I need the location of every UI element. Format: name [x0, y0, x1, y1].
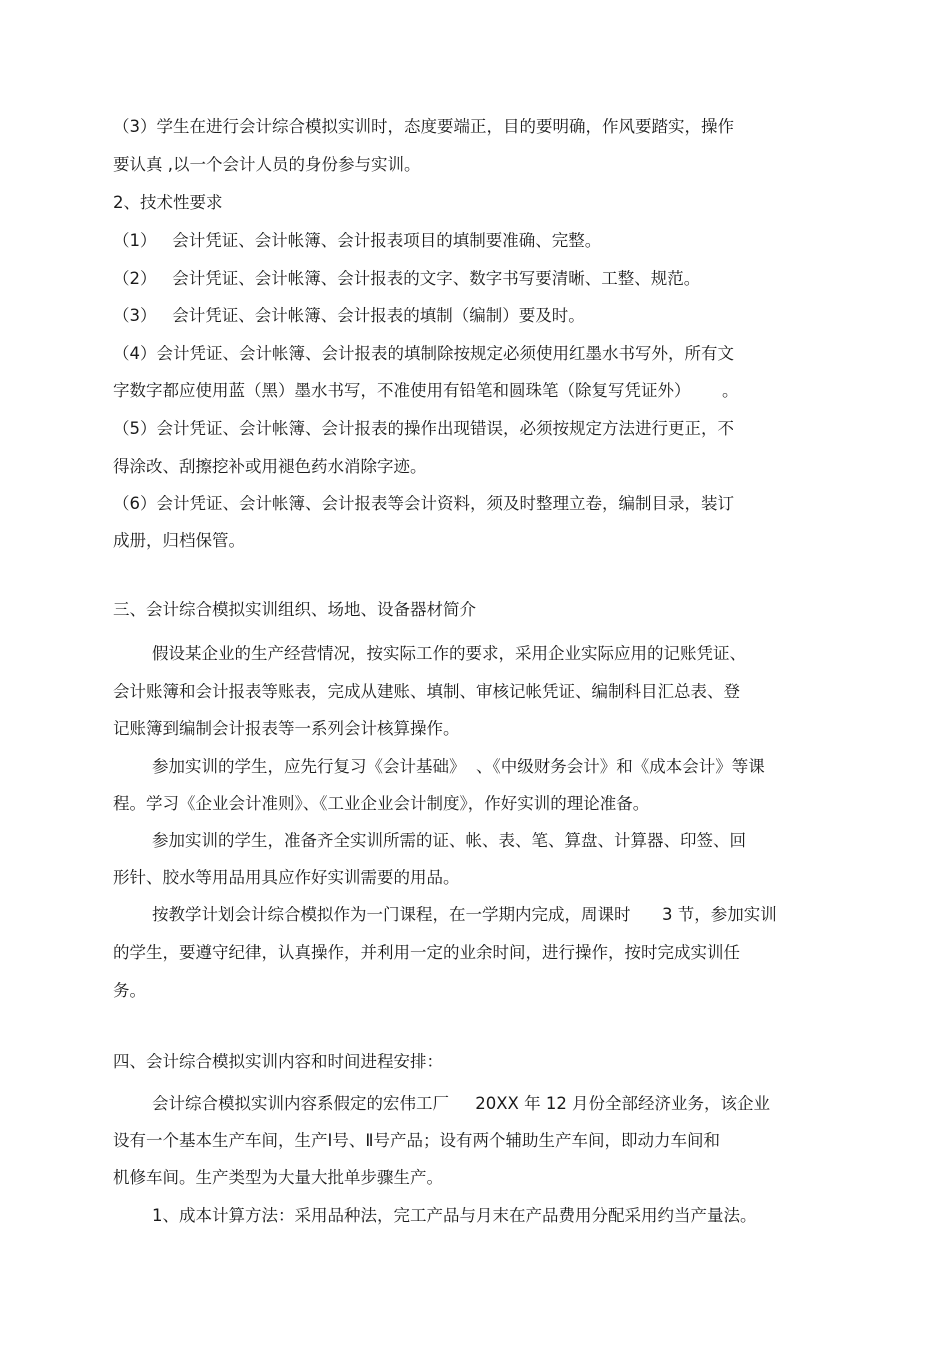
text-line: 会计账簿和会计报表等账表，完成从建账、填制、审核记帐凭证、编制科目汇总表、登 — [113, 682, 740, 701]
text-line: 记账簿到编制会计报表等一系列会计核算操作。 — [113, 719, 460, 738]
text-line: 成册，归档保管。 — [113, 531, 245, 550]
section-heading: 四、会计综合模拟实训内容和时间进程安排： — [113, 1052, 443, 1071]
section-heading: 三、会计综合模拟实训组织、场地、设备器材简介 — [113, 600, 476, 619]
text-line: 要认真 ,以一个会计人员的身份参与实训。 — [113, 155, 421, 174]
text-line: 机修车间。生产类型为大量大批单步骤生产。 — [113, 1168, 443, 1187]
text-line: 的学生，要遵守纪律，认真操作，并利用一定的业余时间，进行操作，按时完成实训任 — [113, 943, 740, 962]
text-line: （3）学生在进行会计综合模拟实训时，态度要端正，目的要明确，作风要踏实，操作 — [113, 117, 734, 136]
text-line: （4）会计凭证、会计帐簿、会计报表的填制除按规定必须使用红墨水书写外，所有文 — [113, 344, 734, 363]
text-line: 程。学习《企业会计准则》、《工业企业会计制度》，作好实训的理论准备。 — [113, 794, 650, 813]
text-line: 1、成本计算方法：采用品种法，完工产品与月末在产品费用分配采用约当产量法。 — [152, 1206, 757, 1225]
text-line: 字数字都应使用蓝（黑）墨水书写，不准使用有铅笔和圆珠笔（除复写凭证外） 。 — [113, 381, 739, 400]
text-line: 会计综合模拟实训内容系假定的宏伟工厂 20XX 年 12 月份全部经济业务，该企业 — [152, 1094, 771, 1113]
text-line: 参加实训的学生，准备齐全实训所需的证、帐、表、笔、算盘、计算器、印签、回 — [152, 831, 746, 850]
text-line: 假设某企业的生产经营情况，按实际工作的要求，采用企业实际应用的记账凭证、 — [152, 644, 746, 663]
text-line: 参加实训的学生，应先行复习《会计基础》 、《中级财务会计》和《成本会计》等课 — [152, 757, 765, 776]
text-line: （3） 会计凭证、会计帐簿、会计报表的填制（编制）要及时。 — [113, 306, 585, 325]
text-line: 按教学计划会计综合模拟作为一门课程，在一学期内完成，周课时 3 节，参加实训 — [152, 905, 777, 924]
text-line: 形针、胶水等用品用具应作好实训需要的用品。 — [113, 868, 460, 887]
text-line: 务。 — [113, 981, 146, 1000]
section-heading: 2、技术性要求 — [113, 193, 223, 212]
text-line: （6）会计凭证、会计帐簿、会计报表等会计资料，须及时整理立卷，编制目录，装订 — [113, 494, 734, 513]
text-line: 设有一个基本生产车间，生产Ⅰ号、Ⅱ号产品；设有两个辅助生产车间，即动力车间和 — [113, 1131, 720, 1150]
text-line: （5）会计凭证、会计帐簿、会计报表的操作出现错误，必须按规定方法进行更正，不 — [113, 419, 734, 438]
text-line: （1） 会计凭证、会计帐簿、会计报表项目的填制要准确、完整。 — [113, 231, 602, 250]
text-line: （2） 会计凭证、会计帐簿、会计报表的文字、数字书写要清晰、工整、规范。 — [113, 269, 701, 288]
text-line: 得涂改、刮擦挖补或用褪色药水消除字迹。 — [113, 457, 427, 476]
